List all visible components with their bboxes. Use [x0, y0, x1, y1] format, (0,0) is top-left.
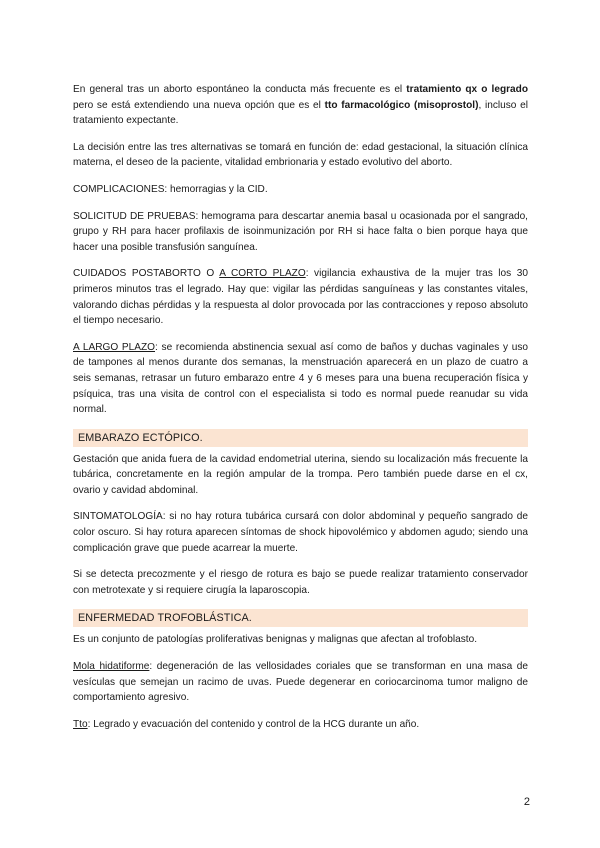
paragraph-ectopico-tratamiento: Si se detecta precozmente y el riesgo de rotura es bajo se puede realizar tratamiento conservador con metrotexate y si requiere cirugía la laparoscopia. — [73, 569, 528, 596]
paragraph-treatment-options — [73, 82, 528, 129]
bold-term: tratamiento qx o legrado — [406, 84, 528, 95]
section-heading-enfermedad-trofoblastica: ENFERMEDAD TROFOBLÁSTICA. — [73, 609, 528, 627]
paragraph-tto — [73, 717, 528, 733]
underlined-term: A CORTO PLAZO — [219, 268, 306, 280]
bold-term: tto farmacológico (misoprostol) — [324, 99, 479, 111]
paragraph-cuidados-postaborto — [73, 266, 528, 328]
paragraph-sintomatologia: SINTOMATOLOGÍA: si no hay rotura tubárica cursará con dolor abdominal y pequeño sangrado de color oscuro. Si hay rotura aparecen síntomas de shock hipovolémico y abdomen agudo; siendo una complicación grave que puede acarrear la muerte. — [73, 511, 528, 554]
paragraph-ectopico-definicion: Gestación que anida fuera de la cavidad endometrial uterina, siendo su localización más frecuente la tubárica, concretamente en la región ampular de la trompa. Pero también puede darse en el cx, ovario y cavidad abdominal. — [73, 453, 528, 496]
page-content — [73, 82, 528, 743]
text-run: , incluso el tratamiento expectante. — [73, 99, 528, 127]
paragraph-solicitud-pruebas: SOLICITUD DE PRUEBAS: hemograma para descartar anemia basal u ocasionada por el sangrado, grupo y RH para hacer profilaxis de isoinmunización por RH si hace falta o bien porque haya que hacer una posible transfusión sanguínea. — [73, 210, 528, 253]
text-run: : vigilancia exhaustiva de la mujer tras los 30 primeros minutos tras el legrado. Hay que: vigilar las pérdidas sanguíneas y las constantes vitales, valorando dichas pérdidas y la respuesta al dolor provocada por las contracciones y reposo absoluto el tiempo necesario. — [73, 268, 528, 327]
underlined-term: A LARGO PLAZO — [73, 341, 156, 353]
paragraph-trofoblastica-definicion: Es un conjunto de patologías proliferativas benignas y malignas que afectan al trofoblasto. — [73, 634, 478, 646]
text-run: : se recomienda abstinencia sexual así como de baños y duchas vaginales y uso de tampones al menos durante dos semanas, la menstruación aparecerá en un plazo de cuatro a seis semanas, retrasar un futuro embarazo entre 4 y 6 meses para una buena recuperación física y psíquica, tras una visita de control con el especialista si todo es normal puede reanudar su vida normal. — [73, 341, 528, 416]
paragraph-largo-plazo — [73, 340, 528, 418]
text-run: pero se está extendiendo una nueva opción que es el — [73, 99, 325, 111]
paragraph-mola-hidatiforme — [73, 659, 528, 706]
text-run: En general tras un aborto espontáneo la conducta más frecuente es el — [73, 84, 407, 95]
text-run: : degeneración de las vellosidades coriales que se transforman en una masa de vesículas que semejan un racimo de uvas. Puede degenerar en coriocarcinoma tumor maligno de comportamiento agresivo. — [73, 661, 528, 704]
paragraph-complicaciones: COMPLICACIONES: hemorragias y la CID. — [73, 183, 268, 195]
underlined-term: Mola hidatiforme — [73, 661, 150, 673]
underlined-term: Tto — [73, 718, 88, 730]
page-number: 2 — [523, 796, 530, 808]
paragraph-decision-criteria: La decisión entre las tres alternativas se tomará en función de: edad gestacional, la situación clínica materna, el deseo de la paciente, vitalidad embrionaria y estado evolutivo del aborto. — [73, 141, 528, 169]
section-heading-embarazo-ectopico: EMBARAZO ECTÓPICO. — [73, 429, 528, 447]
text-run: : Legrado y evacuación del contenido y control de la HCG durante un año. — [87, 718, 420, 730]
text-run: CUIDADOS POSTABORTO O — [73, 268, 220, 280]
